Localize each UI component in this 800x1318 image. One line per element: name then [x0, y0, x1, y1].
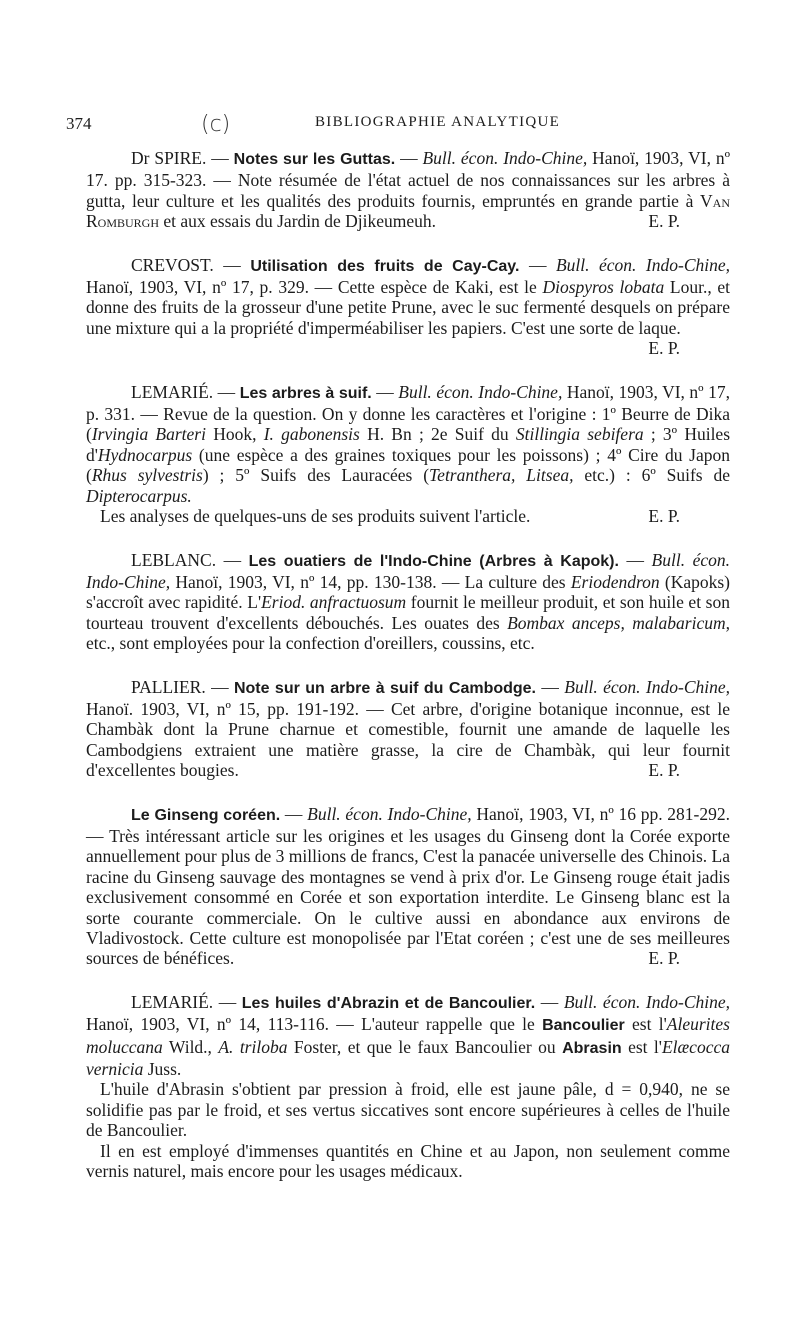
entry-paragraph [86, 1141, 730, 1182]
entry-citation: Hanoï, 1903, VI, nº 17. pp. 315-323. — [86, 148, 731, 191]
entry-signature: E. P. [648, 211, 680, 232]
entry-paragraph [86, 506, 730, 526]
entry-signature: E. P. [648, 948, 680, 969]
bibliography-entry [86, 992, 730, 1182]
bibliography-entry [86, 382, 730, 527]
running-head: BIBLIOGRAPHIE ANALYTIQUE [315, 114, 561, 130]
entry-paragraph [86, 255, 730, 359]
handwritten-mark: (c) [201, 112, 231, 137]
entry-citation: Hanoï, 1903, VI, nº 14, pp. 130-138. — [170, 571, 465, 592]
entry-title: Notes sur les Guttas. [233, 151, 396, 168]
entry-summary: et aux essais du Jardin de Djikeumeuh. [159, 211, 437, 232]
entry-title: Les ouatiers de l'Indo-Chine (Arbres à Kapok). [248, 552, 619, 570]
species-name: I. gabonensis [263, 424, 360, 445]
species-name: Diospyros lobata [542, 277, 665, 298]
species-name: Eriod. anfractuosum [261, 592, 407, 613]
entry-summary: ; 3º Huiles d' [86, 424, 731, 465]
entry-title: Les arbres à suif. [239, 384, 372, 402]
entry-summary: Hook, [205, 424, 264, 445]
person-name: Van Romburgh [86, 190, 730, 232]
separator: — [519, 254, 556, 275]
entry-summary: La culture des [464, 571, 571, 592]
separator: — [395, 148, 423, 168]
entry-journal: Bull. écon. Indo-Chine, [307, 803, 472, 824]
entry-summary: Foster, et que le faux Bancoulier ou [287, 1036, 563, 1057]
species-name: Elæcocca vernicia [86, 1036, 730, 1080]
species-name: Aleurites moluccana [86, 1014, 730, 1057]
entry-signature: E. P. [648, 338, 680, 359]
entry-journal: Bull. écon. Indo-Chine, [563, 991, 730, 1012]
entry-journal: Bull. écon. Indo-Chine, [555, 254, 730, 275]
entry-journal: Bull. écon. Indo-Chine, [422, 148, 588, 168]
bold-term: Bancoulier [542, 1017, 625, 1035]
entry-author: LEBLANC. — [131, 549, 249, 570]
entry-summary: Il en est employé d'immenses quantités en Chine et au Japon, non seulement comme vernis naturel, mais encore pour les usages médicaux. [86, 1140, 730, 1182]
entry-paragraph [86, 1079, 730, 1140]
entry-summary: Cet arbre, d'origine botanique inconnue, est le Chambàk dont la Prune charnue et comestible, fournit une amande de laquelle les Cambodgiens extraient une matière grasse, la cire de Chambàk, qui leur fournit d'excellentes bougies. [86, 698, 730, 781]
entry-summary: Juss. [143, 1059, 182, 1080]
entry-summary: est l' [621, 1036, 662, 1057]
bibliography-entry [86, 804, 730, 969]
page-number: 374 [66, 114, 92, 133]
bibliography-entry [86, 148, 730, 232]
species-name: Irvingia Barteri [91, 424, 206, 445]
species-name: Tetranthera, Litsea, [429, 465, 574, 486]
species-name: Rhus sylvestris [91, 465, 203, 486]
entry-title: Les huiles d'Abrazin et de Bancoulier. [241, 994, 536, 1012]
entry-citation: Hanoï, 1903, VI, nº 14, 113-116. — [86, 1014, 362, 1035]
entry-citation: Hanoï. 1903, VI, nº 15, pp. 191-192. — [86, 698, 391, 719]
species-name: Hydnocarpus [97, 444, 193, 465]
separator: — [618, 549, 652, 570]
entry-journal: Bull. écon. Indo-Chine, [86, 549, 731, 592]
entry-journal: Bull. écon. Indo-Chine, [398, 381, 563, 402]
entry-summary: (une espèce a des graines toxiques pour les poissons) ; 4º Cire du Japon ( [86, 444, 730, 486]
entry-summary: Très intéressant article sur les origines et les usages du Ginseng dont la Corée exporte annuellement pour plus de 3 millions de francs, C'est la panacée universelle des Chinois. La racine du Ginseng sauvage des montagnes se vend à prix d'or. Le Ginseng rouge était jadis exclusivement consommé en Corée et son exportation interdite. Le Ginseng blanc est la sorte courante commerciale. On le cultive aussi en abondance aux environs de Vladivostock. Cette culture est monopolisée par l'Etat coréen ; c'est une de ses meilleures sources de bénéfices. [86, 825, 731, 969]
entry-summary: ) ; 5º Suifs des Lauracées ( [202, 465, 430, 486]
entry-signature: E. P. [648, 760, 680, 781]
species-name: Dipterocarpus. [86, 485, 192, 506]
entry-summary: Note résumée de l'état actuel de nos connaissances sur les arbres à gutta, leur culture et les qualités des produits fournis, empruntés en grande partie à [86, 170, 730, 211]
entry-summary: etc.) : 6º Suifs de [573, 465, 730, 486]
species-name: Eriodendron [570, 571, 660, 592]
entry-summary: L'huile d'Abrasin s'obtient par pression à froid, elle est jaune pâle, d = 0,940, ne se solidifie pas par le froid, et ses vertus siccatives sont encore supérieures à celles de l'huile de Bancoulier. [86, 1079, 730, 1141]
separator: — [536, 676, 565, 697]
entry-summary: etc., sont employées pour la confection d'oreillers, coussins, etc. [86, 633, 535, 654]
entry-author: LEMARIÉ. — [131, 991, 242, 1012]
entry-paragraph [86, 382, 730, 506]
entry-author: CREVOST. — [131, 254, 251, 275]
entry-title: Note sur un arbre à suif du Cambodge. [233, 679, 537, 697]
bibliography-entry [86, 677, 730, 781]
entry-summary: (Kapoks) s'accroît avec rapidité. L' [86, 571, 731, 613]
entry-journal: Bull. écon. Indo-Chine, [564, 676, 731, 697]
entry-summary: H. Bn ; 2e Suif du [359, 424, 516, 445]
entry-citation: Hanoï, 1903, VI, nº 17, p. 331. — [86, 381, 730, 425]
entry-title: Le Ginseng coréen. [131, 806, 281, 824]
entry-citation: Hanoï, 1903, VI, nº 16 pp. 281-292. — [86, 803, 731, 846]
entry-summary: Les analyses de quelques-uns de ses produits suivent l'article. [100, 506, 531, 527]
entry-paragraph [86, 677, 730, 781]
separator: — [371, 381, 399, 402]
entry-summary: Wild., [162, 1036, 219, 1057]
entry-paragraph [86, 550, 730, 654]
entry-citation: Hanoï, 1903, VI, nº 17, p. 329. — [86, 277, 338, 298]
entry-paragraph [86, 804, 730, 969]
entry-paragraph [86, 992, 730, 1080]
entry-summary: L'auteur rappelle que le [361, 1014, 543, 1035]
bold-term: Abrasin [562, 1039, 622, 1057]
entry-author: LEMARIÉ. — [131, 381, 240, 402]
entry-summary: est l' [624, 1014, 667, 1035]
entry-author: Dr SPIRE. — [131, 148, 234, 168]
entry-summary: Cette espèce de Kaki, est le [337, 277, 543, 298]
species-name: Stillingia sebifera [515, 424, 644, 445]
bibliography-entry [86, 550, 730, 654]
species-name: A. triloba [218, 1036, 288, 1057]
entry-summary: Revue de la question. On y donne les caractères et l'origine : 1º Beurre de Dika ( [86, 404, 730, 445]
entry-signature: E. P. [648, 506, 680, 527]
species-name: Bombax anceps, malabaricum, [507, 612, 730, 633]
separator: — [280, 803, 308, 824]
bibliography-entry [86, 255, 730, 359]
entry-title: Utilisation des fruits de Cay-Cay. [250, 257, 520, 275]
entry-summary: fournit le meilleur produit, et son huile et son tourteau trouvent d'excellents débouchés. Les ouates des [86, 592, 730, 633]
separator: — [535, 991, 564, 1012]
entry-paragraph [86, 148, 730, 232]
entry-summary: Lour., et donne des fruits de la grosseur d'une petite Prune, avec le suc fermenté desquels on prépare une mixture qui a la propriété d'imperméabiliser les papiers. C'est une sorte de laque. [86, 277, 731, 338]
bibliography-entries [86, 148, 730, 1204]
entry-author: PALLIER. — [131, 676, 234, 697]
